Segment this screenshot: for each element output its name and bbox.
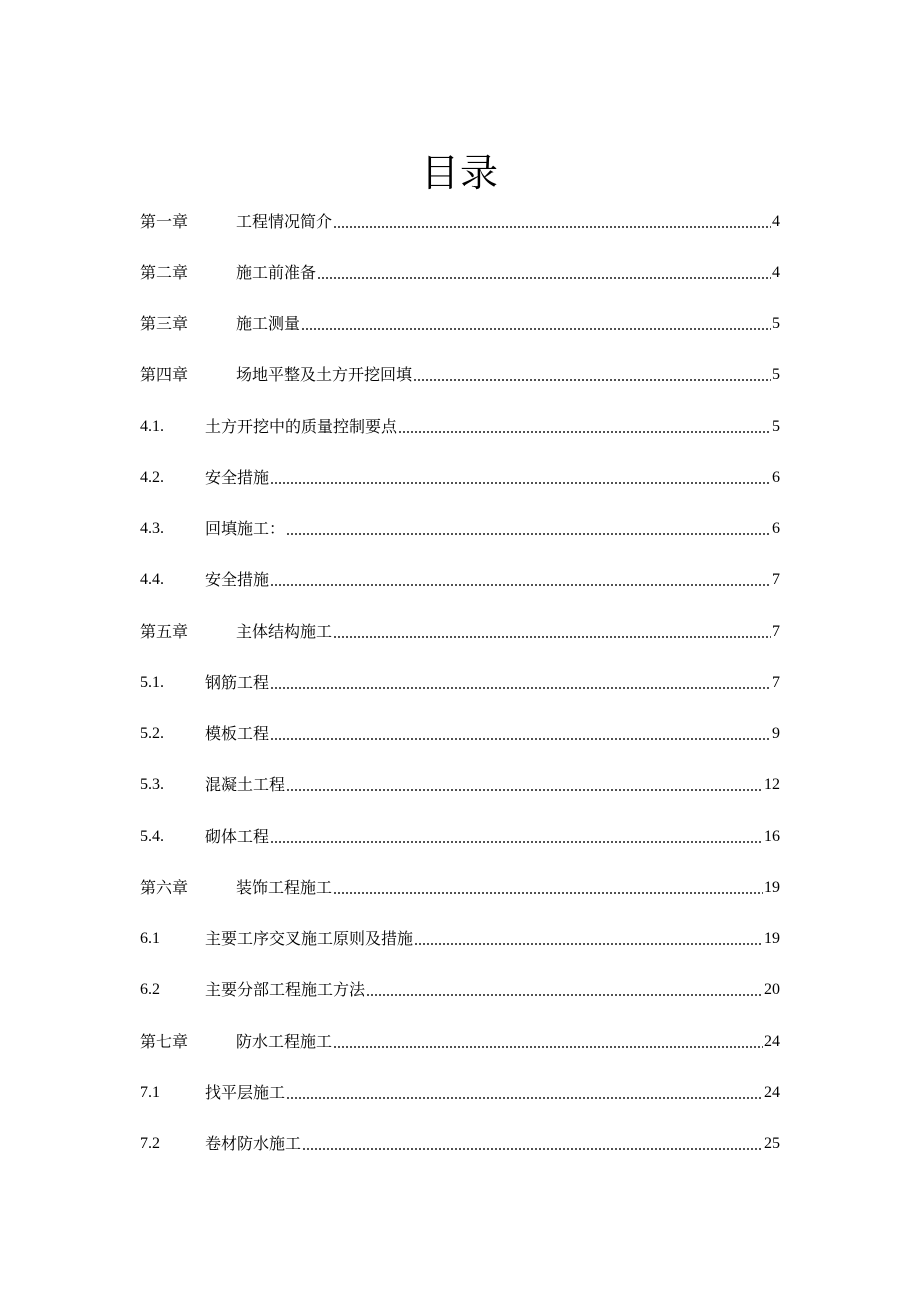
toc-dot-leader	[270, 686, 771, 690]
toc-entry-number: 4.4.	[140, 571, 164, 589]
toc-dot-leader	[333, 225, 771, 229]
toc-entry-title: 防水工程施工	[236, 1031, 333, 1051]
toc-entry-number: 第三章	[140, 314, 189, 334]
toc-dot-leader	[270, 737, 771, 741]
toc-dot-leader	[270, 481, 771, 485]
toc-entry[interactable]	[140, 401, 780, 452]
toc-entry-number: 6.2	[140, 981, 160, 999]
toc-entry-title: 安全措施	[205, 467, 270, 487]
toc-entry-page: 19	[764, 930, 780, 948]
toc-entry[interactable]	[140, 862, 780, 913]
toc-dot-leader	[270, 840, 763, 844]
toc-dot-leader	[270, 583, 771, 587]
toc-entry-number: 6.1	[140, 930, 160, 948]
toc-dot-leader	[317, 276, 771, 280]
toc-entry-title: 卷材防水施工	[205, 1134, 302, 1154]
toc-entry[interactable]	[140, 657, 780, 708]
toc-dot-leader	[286, 532, 771, 536]
toc-entry-title: 施工测量	[236, 314, 301, 334]
toc-entry-number: 5.3.	[140, 776, 164, 794]
toc-dot-leader	[302, 1147, 763, 1151]
toc-entry[interactable]	[140, 196, 780, 247]
toc-entry[interactable]	[140, 914, 780, 965]
toc-entry[interactable]	[140, 709, 780, 760]
toc-entry-title: 装饰工程施工	[236, 877, 333, 897]
toc-entry-title: 回填施工：	[205, 519, 286, 539]
toc-entry-page: 16	[764, 827, 780, 845]
toc-entry-number: 第七章	[140, 1031, 189, 1051]
toc-entry-number: 第六章	[140, 877, 189, 897]
toc-dot-leader	[413, 378, 771, 382]
toc-entry-title: 混凝土工程	[205, 775, 286, 795]
toc-dot-leader	[333, 1045, 763, 1049]
toc-entry-title: 场地平整及土方开挖回填	[236, 365, 413, 385]
toc-entry-number: 第二章	[140, 262, 189, 282]
toc-entry-page: 4	[772, 263, 780, 281]
toc-entry[interactable]	[140, 811, 780, 862]
toc-entry-number: 5.4.	[140, 827, 164, 845]
toc-entry-page: 7	[772, 673, 780, 691]
toc-dot-leader	[414, 942, 763, 946]
toc-entry[interactable]	[140, 555, 780, 606]
toc-entry-number: 5.2.	[140, 725, 164, 743]
toc-entry-number: 7.2	[140, 1135, 160, 1153]
toc-dot-leader	[398, 430, 771, 434]
toc-entry-number: 第一章	[140, 211, 189, 231]
toc-entry-page: 6	[772, 468, 780, 486]
toc-entry-number: 第五章	[140, 621, 189, 641]
toc-entry[interactable]	[140, 504, 780, 555]
toc-entry-title: 施工前准备	[236, 262, 317, 282]
toc-entry-page: 19	[764, 878, 780, 896]
toc-entry[interactable]	[140, 350, 780, 401]
page-title: 目录	[420, 151, 499, 196]
toc-entry-title: 砌体工程	[205, 826, 270, 846]
toc-entry-page: 20	[764, 981, 780, 999]
toc-dot-leader	[366, 993, 763, 997]
toc-entry-page: 5	[772, 366, 780, 384]
toc-dot-leader	[333, 635, 771, 639]
toc-entry-title: 主体结构施工	[236, 621, 333, 641]
toc-dot-leader	[286, 1096, 763, 1100]
toc-entry-page: 5	[772, 417, 780, 435]
toc-entry-page: 25	[764, 1135, 780, 1153]
toc-entry[interactable]	[140, 1119, 780, 1170]
toc-entry-page: 9	[772, 725, 780, 743]
toc-entry-page: 12	[764, 776, 780, 794]
toc-entry-title: 安全措施	[205, 570, 270, 590]
toc-entry-number: 5.1.	[140, 673, 164, 691]
toc-entry-page: 24	[764, 1032, 780, 1050]
toc-entry-page: 7	[772, 622, 780, 640]
toc-entry-number: 7.1	[140, 1083, 160, 1101]
toc-entry[interactable]	[140, 247, 780, 298]
toc-entry-title: 模板工程	[205, 724, 270, 744]
toc-entry[interactable]	[140, 760, 780, 811]
toc-entry-title: 主要分部工程施工方法	[205, 980, 366, 1000]
toc-entry-page: 24	[764, 1083, 780, 1101]
table-of-contents	[140, 196, 780, 1170]
toc-entry-number: 4.1.	[140, 417, 164, 435]
toc-entry-page: 6	[772, 520, 780, 538]
toc-entry-number: 4.3.	[140, 520, 164, 538]
toc-entry-page: 4	[772, 212, 780, 230]
toc-dot-leader	[286, 788, 763, 792]
toc-entry[interactable]	[140, 1016, 780, 1067]
toc-entry[interactable]	[140, 1067, 780, 1118]
toc-entry[interactable]	[140, 606, 780, 657]
toc-dot-leader	[301, 327, 771, 331]
toc-entry[interactable]	[140, 452, 780, 503]
toc-entry-number: 4.2.	[140, 468, 164, 486]
toc-entry-title: 主要工序交叉施工原则及措施	[205, 929, 414, 949]
toc-entry-number: 第四章	[140, 365, 189, 385]
toc-dot-leader	[333, 891, 763, 895]
toc-entry[interactable]	[140, 965, 780, 1016]
toc-entry-title: 土方开挖中的质量控制要点	[205, 416, 398, 436]
toc-entry-title: 工程情况简介	[236, 211, 333, 231]
toc-entry-page: 5	[772, 315, 780, 333]
toc-entry-title: 找平层施工	[205, 1082, 286, 1102]
toc-entry-page: 7	[772, 571, 780, 589]
toc-entry[interactable]	[140, 299, 780, 350]
toc-entry-title: 钢筋工程	[205, 672, 270, 692]
